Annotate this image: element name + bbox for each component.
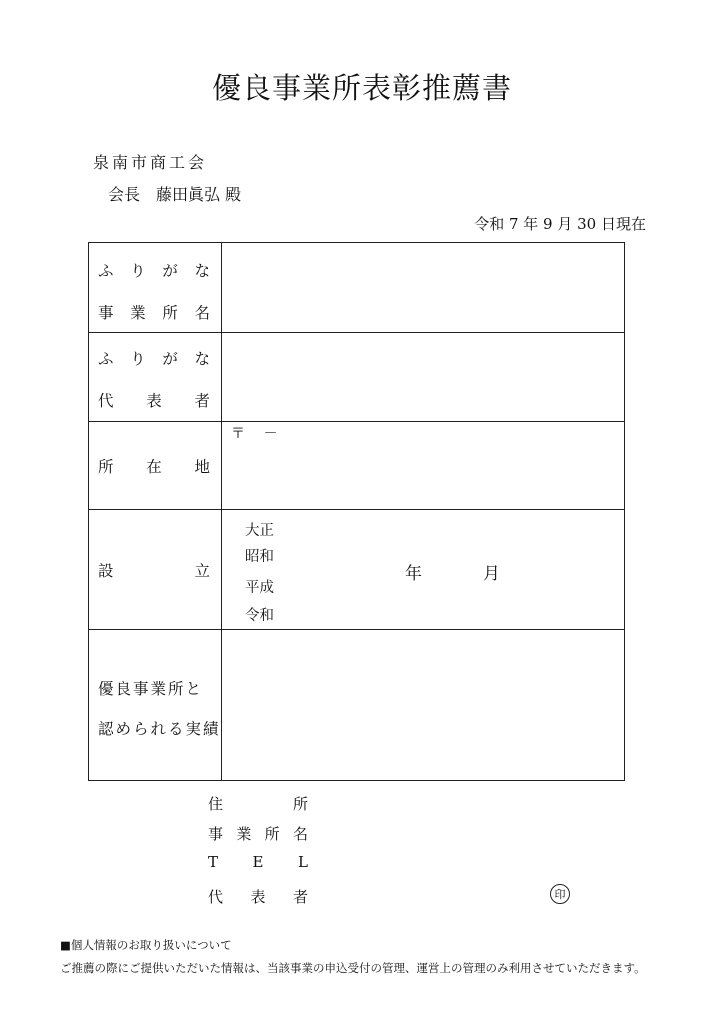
era-option: 大正 — [245, 523, 274, 539]
signer-tel-label: T E L — [208, 853, 308, 871]
document-title: 優良事業所表彰推薦書 — [211, 71, 512, 105]
era-option: 平成 — [245, 580, 274, 596]
signer-company-label: 事 業 所 名 — [208, 825, 308, 843]
addressee-person: 会長 藤田眞弘 殿 — [108, 185, 242, 204]
row-divider — [89, 421, 624, 422]
seal-mark-icon: 印 — [550, 884, 570, 904]
achievement-label-line1: 優良事業所と — [98, 680, 204, 698]
achievement-label-line2: 認められる実績 — [98, 720, 221, 738]
signer-representative-label: 代 表 者 — [208, 888, 308, 906]
row-divider — [89, 509, 624, 510]
document-date: 令和 7 年 9 月 30 日現在 — [474, 215, 646, 233]
row-divider — [89, 332, 624, 333]
row-divider — [89, 629, 624, 630]
postal-code-mark: 〒 － — [231, 426, 278, 442]
nomination-form-table — [88, 242, 625, 781]
representative-label: 代 表 者 — [98, 392, 210, 410]
year-label: 年 — [405, 564, 422, 584]
company-name-label: 事 業 所 名 — [98, 304, 210, 322]
privacy-notice-body: ご推薦の際にご提供いただいた情報は、当該事業の申込受付の管理、運営上の管理のみ利用させていただきます。 — [60, 961, 646, 975]
label-column-divider — [221, 243, 222, 780]
privacy-notice-heading: ■個人情報のお取り扱いについて — [60, 938, 232, 952]
era-option: 令和 — [245, 608, 274, 624]
furigana-label-2: ふ り が な — [98, 350, 210, 368]
established-label: 設 立 — [98, 562, 210, 580]
signer-address-label: 住 所 — [208, 795, 308, 813]
location-label: 所 在 地 — [98, 458, 210, 476]
addressee-org: 泉南市商工会 — [93, 153, 208, 172]
furigana-label-1: ふ り が な — [98, 262, 210, 280]
era-option: 昭和 — [245, 549, 274, 565]
month-label: 月 — [483, 564, 500, 584]
